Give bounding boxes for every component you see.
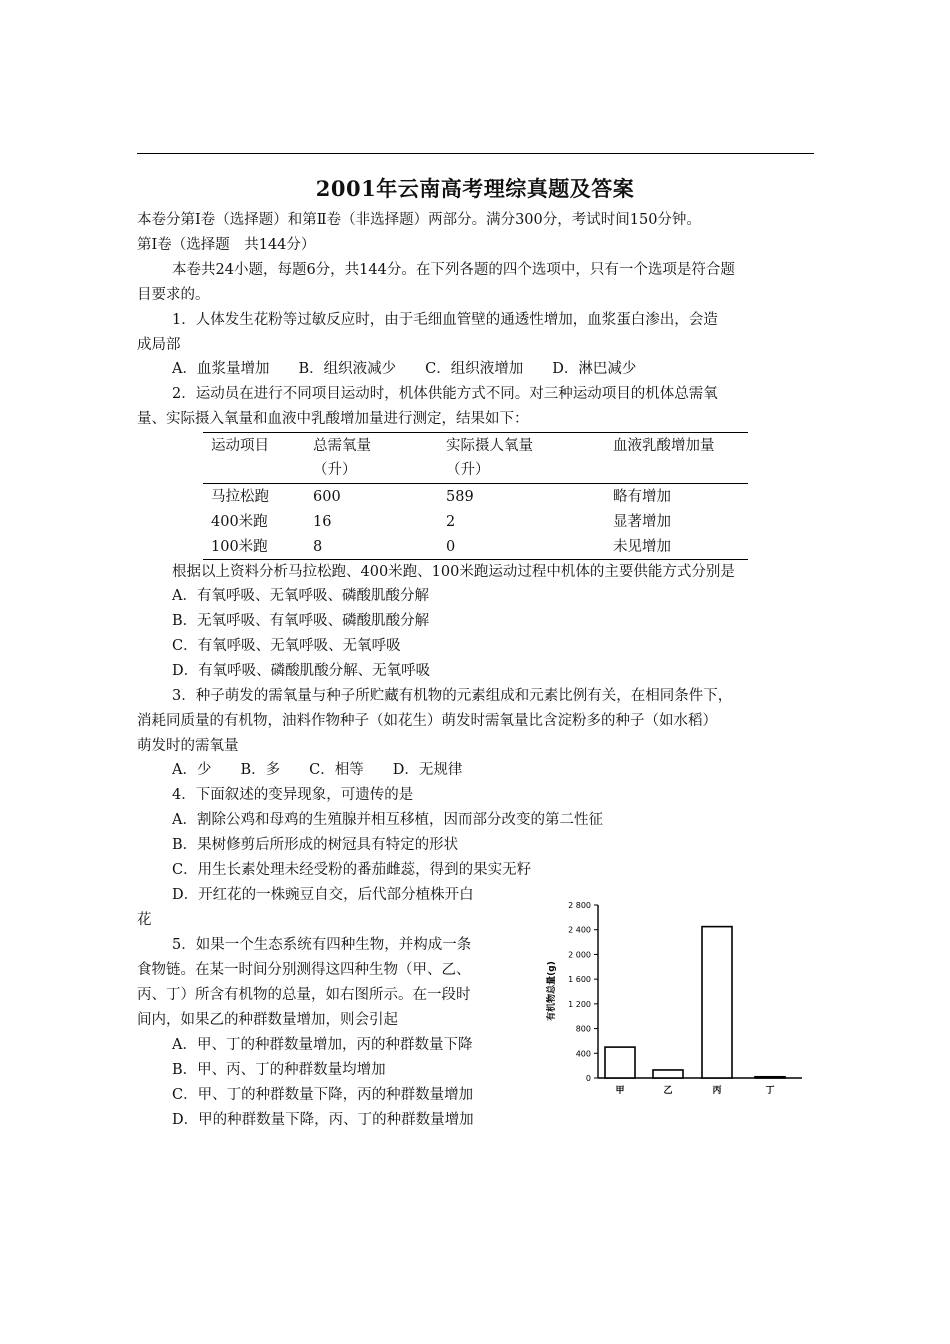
table-cell: 589 xyxy=(446,489,474,505)
q4-option-d-cont: 花 xyxy=(137,912,152,928)
q3-stem-3: 萌发时的需氧量 xyxy=(137,738,239,754)
table-cell: 400米跑 xyxy=(211,514,268,530)
q2-option-b: B．无氧呼吸、有氧呼吸、磷酸肌酸分解 xyxy=(172,613,430,629)
q5-option-c: C．甲、丁的种群数量下降，丙的种群数量增加 xyxy=(172,1087,474,1103)
y-tick-label: 400 xyxy=(575,1049,591,1059)
table-header-rule xyxy=(203,483,748,484)
table-cell: 显著增加 xyxy=(613,514,671,530)
q4-option-a: A．割除公鸡和母鸡的生殖腺并相互移植，因而部分改变的第二性征 xyxy=(172,812,603,828)
x-tick-label: 甲 xyxy=(615,1086,625,1096)
chart-bars xyxy=(605,927,785,1078)
page-title: 2001年云南高考理综真题及答案 xyxy=(315,176,635,201)
table-header: 总需氧量 xyxy=(313,438,371,454)
y-tick-label: 1 600 xyxy=(568,975,591,985)
table-cell: 2 xyxy=(446,514,456,530)
q4-option-c: C．用生长素处理未经受粉的番茄雌蕊，得到的果实无籽 xyxy=(172,862,532,878)
table-cell: 未见增加 xyxy=(613,539,671,555)
x-axis-labels xyxy=(615,1084,774,1096)
instruction-line-1: 本卷共24小题，每题6分，共144分。在下列各题的四个选项中，只有一个选项是符合题 xyxy=(172,262,735,278)
table-header: 血液乳酸增加量 xyxy=(613,438,715,454)
x-tick-label: 乙 xyxy=(663,1086,673,1096)
table-bottom-rule xyxy=(203,559,748,560)
q5-stem-1: 5．如果一个生态系统有四种生物，并构成一条 xyxy=(172,937,472,953)
q4-option-d: D．开红花的一株豌豆自交，后代部分植株开白 xyxy=(172,887,474,903)
q5-option-b: B．甲、丙、丁的种群数量均增加 xyxy=(172,1062,386,1078)
y-tick-label: 2 800 xyxy=(568,901,591,910)
instruction-line-2: 目要求的。 xyxy=(137,287,210,303)
table-subheader: （升） xyxy=(446,462,490,478)
y-tick-label: 2 400 xyxy=(568,925,591,935)
section-heading: 第Ⅰ卷（选择题 共144分） xyxy=(137,237,316,253)
q5-stem-3: 丙、丁）所含有机物的总量，如右图所示。在一段时 xyxy=(137,987,471,1003)
table-cell: 8 xyxy=(313,539,323,555)
table-subheader: （升） xyxy=(313,462,357,478)
q3-stem-2: 消耗同质量的有机物，油料作物种子（如花生）萌发时需氧量比含淀粉多的种子（如水稻） xyxy=(137,713,717,729)
q3-options: A．少 B．多 C．相等 D．无规律 xyxy=(172,762,463,778)
table-cell: 100米跑 xyxy=(211,539,268,555)
q5-stem-4: 间内，如果乙的种群数量增加，则会引起 xyxy=(137,1012,398,1028)
q1-options: A．血浆量增加 B．组织液减少 C．组织液增加 D．淋巴减少 xyxy=(172,361,637,377)
y-axis-ticks xyxy=(568,901,598,1083)
table-cell: 600 xyxy=(313,489,341,505)
table-cell: 略有增加 xyxy=(613,489,671,505)
q4-option-b: B．果树修剪后所形成的树冠具有特定的形状 xyxy=(172,837,459,853)
q3-stem-1: 3．种子萌发的需氧量与种子所贮藏有机物的元素组成和元素比例有关，在相同条件下， xyxy=(172,688,733,704)
y-tick-label: 2 000 xyxy=(568,950,591,960)
q2-question: 根据以上资料分析马拉松跑、400米跑、100米跑运动过程中机体的主要供能方式分别是 xyxy=(172,564,735,580)
x-tick-label: 丙 xyxy=(712,1086,722,1096)
q2-stem-1: 2．运动员在进行不同项目运动时，机体供能方式不同。对三种运动项目的机体总需氧 xyxy=(172,386,718,402)
q4-stem: 4．下面叙述的变异现象，可遗传的是 xyxy=(172,787,414,803)
q2-option-c: C．有氧呼吸、无氧呼吸、无氧呼吸 xyxy=(172,638,401,654)
y-tick-label: 1 200 xyxy=(568,999,591,1009)
table-cell: 马拉松跑 xyxy=(211,489,269,505)
y-axis-label: 有机物总量(g) xyxy=(547,961,557,1021)
header-rule xyxy=(137,153,814,154)
y-tick-label: 0 xyxy=(585,1074,591,1083)
table-cell: 0 xyxy=(446,539,456,555)
q5-option-d: D．甲的种群数量下降，丙、丁的种群数量增加 xyxy=(172,1112,474,1128)
bar-乙 xyxy=(653,1070,683,1078)
intro-text: 本卷分第Ⅰ卷（选择题）和第Ⅱ卷（非选择题）两部分。满分300分，考试时间150分钟。 xyxy=(137,212,701,228)
table-header: 实际摄人氧量 xyxy=(446,438,533,454)
y-tick-label: 800 xyxy=(575,1024,591,1034)
bar-丙 xyxy=(702,927,732,1078)
table-top-rule xyxy=(203,432,748,433)
table-cell: 16 xyxy=(313,514,332,530)
q1-stem-1: 1．人体发生花粉等过敏反应时，由于毛细血管壁的通透性增加，血浆蛋白渗出，会造 xyxy=(172,312,718,328)
q2-option-a: A．有氧呼吸、无氧呼吸、磷酸肌酸分解 xyxy=(172,588,429,604)
x-tick-label: 丁 xyxy=(765,1086,775,1096)
bar-丁 xyxy=(755,1077,785,1078)
q5-option-a: A．甲、丁的种群数量增加，丙的种群数量下降 xyxy=(172,1037,473,1053)
biomass-bar-chart xyxy=(540,895,810,1105)
q5-stem-2: 食物链。在某一时间分别测得这四种生物（甲、乙、 xyxy=(137,962,471,978)
bar-甲 xyxy=(605,1047,635,1078)
table-header: 运动项目 xyxy=(211,438,269,454)
q2-option-d: D．有氧呼吸、磷酸肌酸分解、无氧呼吸 xyxy=(172,663,431,679)
q1-stem-2: 成局部 xyxy=(137,337,181,353)
q2-stem-2: 量、实际摄入氧量和血液中乳酸增加量进行测定，结果如下： xyxy=(137,411,529,427)
